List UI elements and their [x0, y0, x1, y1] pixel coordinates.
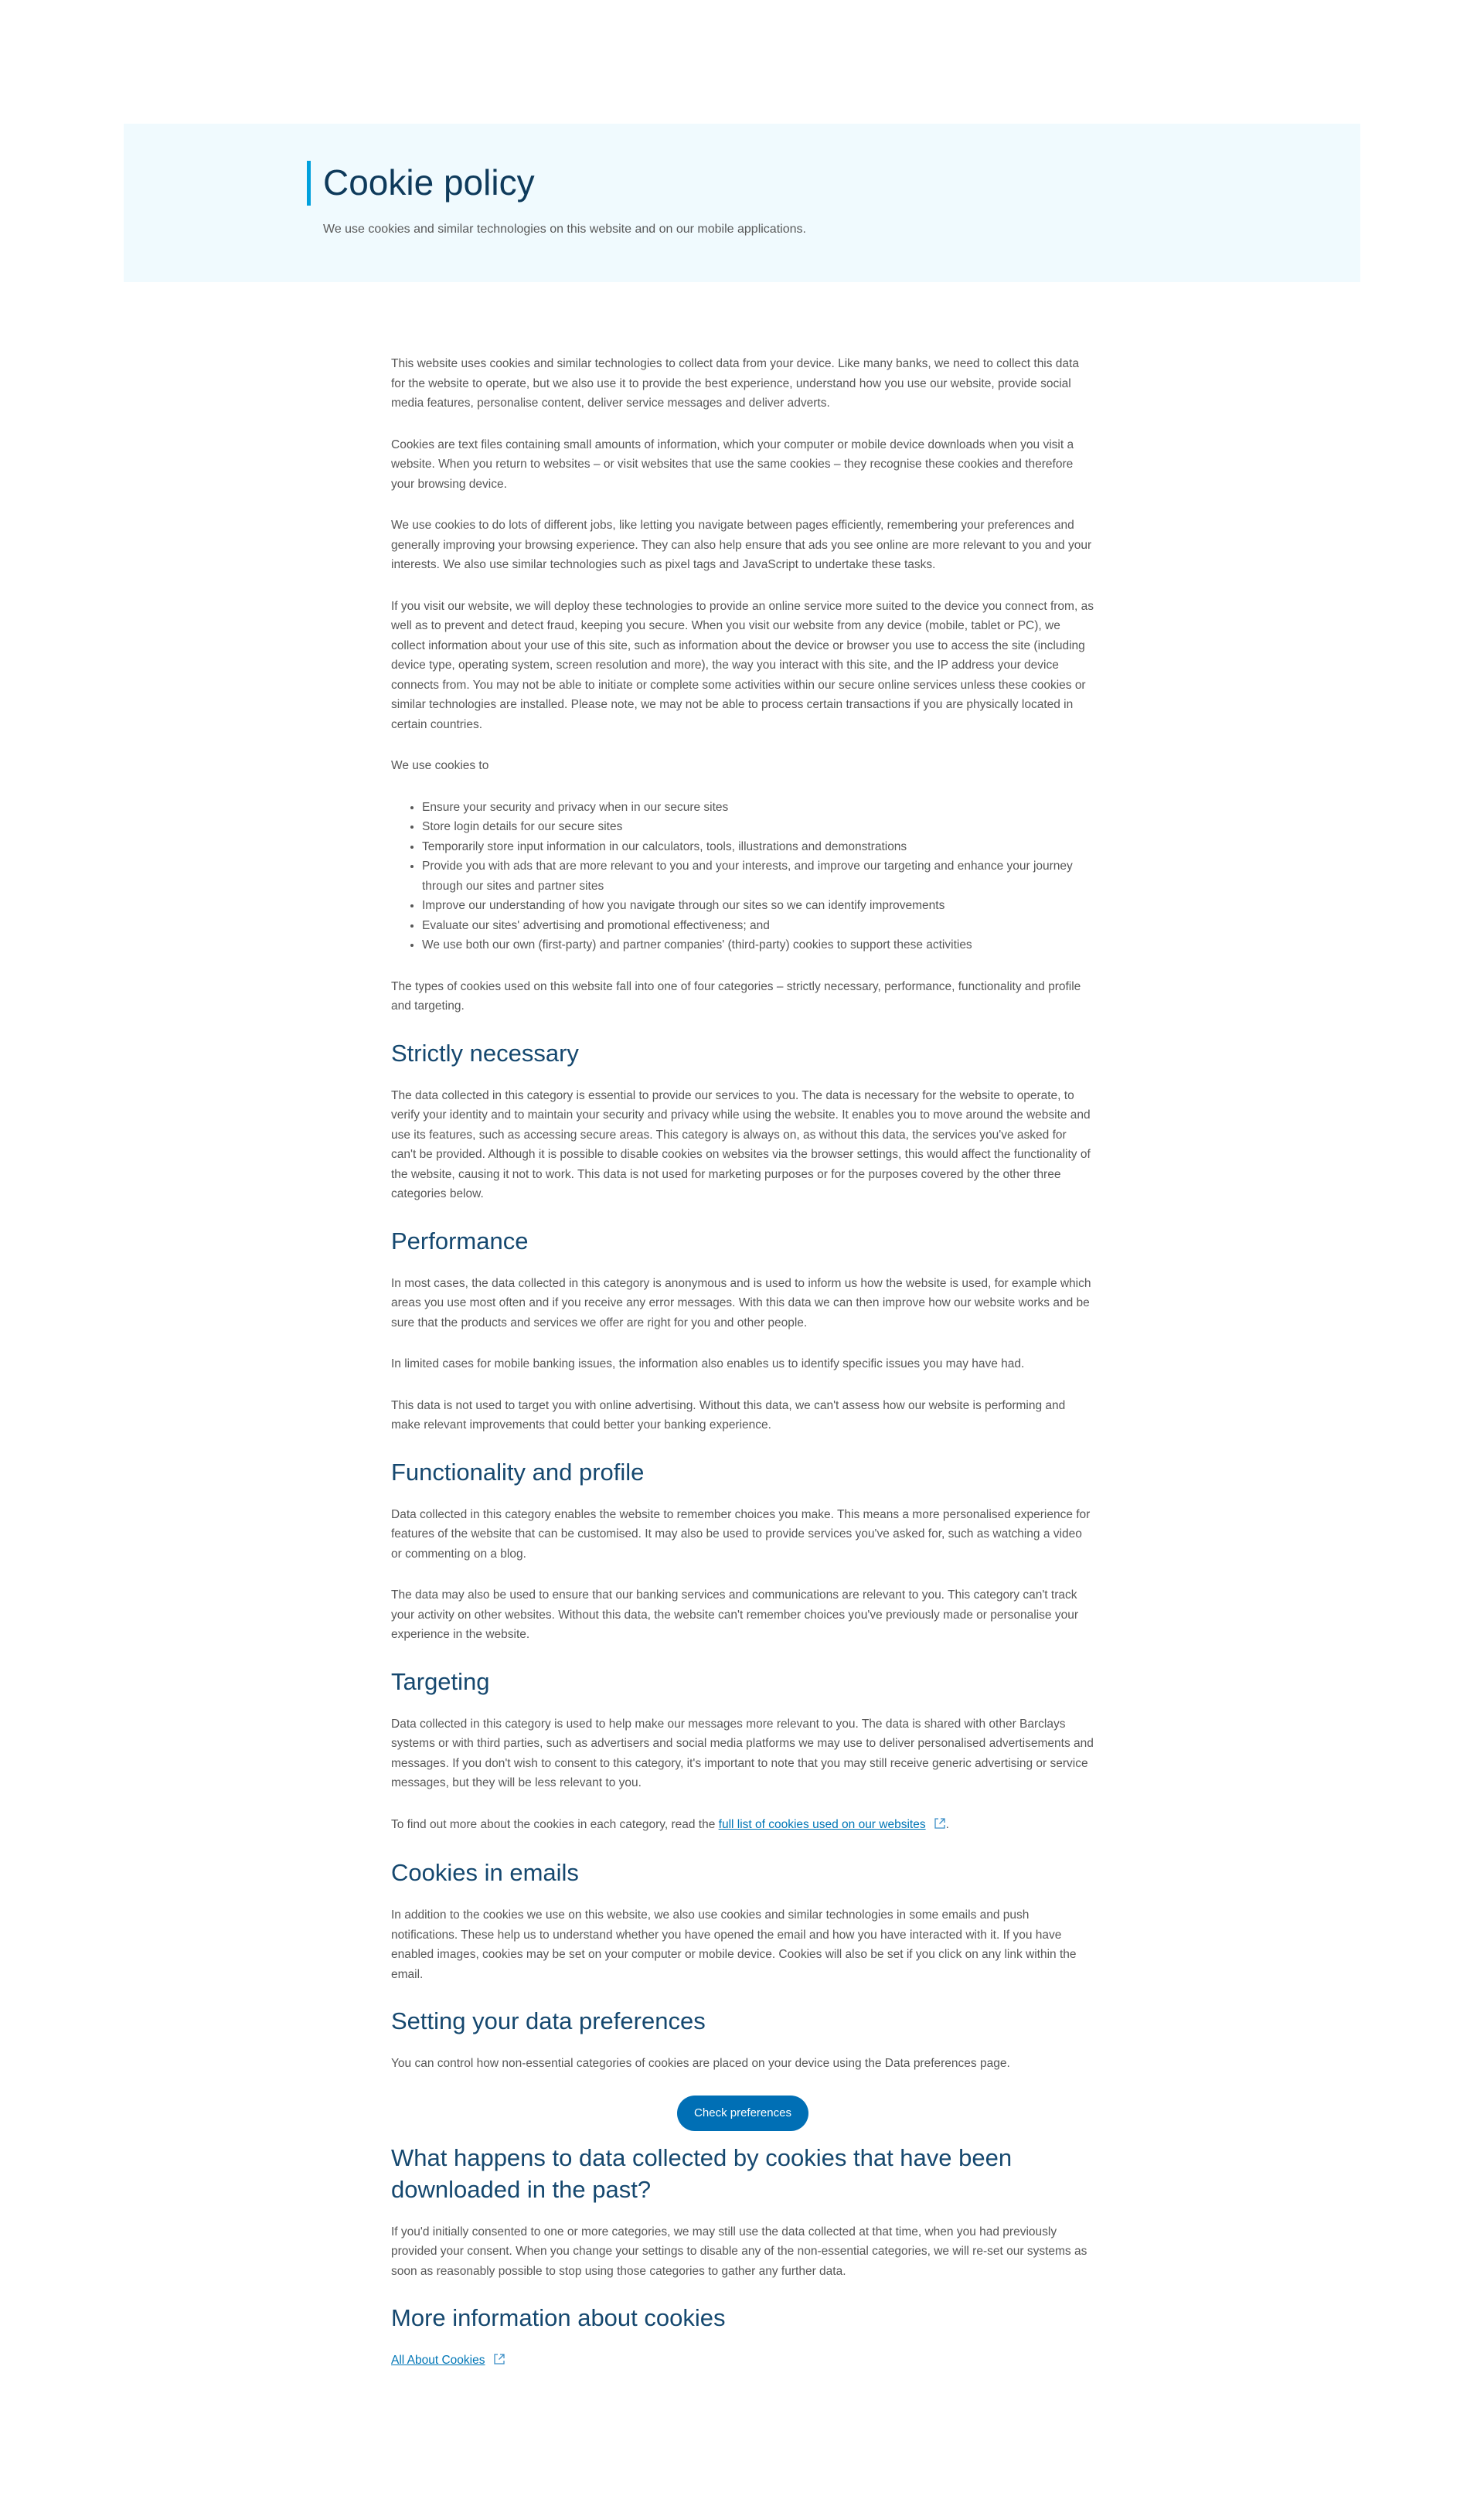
- page-header: [124, 124, 1360, 282]
- external-link-icon[interactable]: [934, 1816, 946, 1837]
- performance-text: This data is not used to target you with online advertising. Without this data, we can't assess how our website is performing and make relevant improvements that could better your banking experience.: [391, 1398, 1066, 1432]
- cookie-list-suffix: .: [945, 1817, 949, 1831]
- preferences-text: You can control how non-essential categories of cookies are placed on your device using the Data preferences page.: [391, 2057, 1010, 2070]
- heading-data-preferences: Setting your data preferences: [391, 2007, 706, 2034]
- cookie-uses-list: [391, 798, 1094, 955]
- full-cookie-list-link-text: full list of cookies used on our websites: [718, 1817, 926, 1831]
- heading-cookies-in-emails: Cookies in emails: [391, 1859, 579, 1886]
- intro-paragraph: Cookies are text files containing small amounts of information, which your computer or mobile device downloads when you visit a website. When you return to websites – or visit websites that use the same cookies – they recognise these cookies and therefore your browsing device.: [391, 437, 1074, 491]
- check-preferences-button[interactable]: Check preferences: [677, 2096, 808, 2131]
- preferences-button-wrap: [391, 2096, 1094, 2131]
- strictly-necessary-text: The data collected in this category is essential to provide our services to you. The data is necessary for the website to operate, to verify your identity and to maintain your security and privacy while using the website. It enables you to move around the website and use its features, such as accessing secure areas. This category is always on, as without this data, the services you've asked for can't be provided. Although it is possible to disable cookies on websites via the browser settings, this would affect the functionality of the website, causing it not to work. This data is not used for marketing purposes or for the purposes covered by the other three categories below.: [391, 1088, 1091, 1200]
- title-accent-bar: [307, 161, 311, 206]
- full-cookie-list-link[interactable]: [719, 1818, 926, 1831]
- heading-performance: Performance: [391, 1227, 529, 1255]
- list-item: • Temporarily store input information in our calculators, tools, illustrations and demonstrations: [422, 837, 1094, 857]
- page-subtitle: We use cookies and similar technologies on this website and on our mobile applications.: [323, 223, 806, 236]
- list-item: • Ensure your security and privacy when in our secure sites: [422, 798, 1094, 818]
- all-about-cookies-link-text: All About Cookies: [391, 2354, 485, 2367]
- intro-paragraph: We use cookies to: [391, 759, 489, 772]
- heading-more-information: More information about cookies: [391, 2304, 726, 2331]
- targeting-text: Data collected in this category is used to help make our messages more relevant to you. The data is shared with other Barclays systems or with third parties, such as advertisers and social media platforms we may use to deliver personalised advertisements and messages. If you don't wish to consent to this category, it's important to note that you may still receive generic advertising or service messages, but they will be less relevant to you.: [391, 1717, 1094, 1789]
- list-item: • Provide you with ads that are more relevant to you and your interests, and improve our targeting and enhance your journey through our sites and partner sites: [422, 856, 1094, 896]
- list-item: • Evaluate our sites' advertising and promotional effectiveness; and: [422, 916, 1094, 936]
- cookie-list-reference: [391, 1815, 1094, 1837]
- intro-paragraph: We use cookies to do lots of different jobs, like letting you navigate between pages efficiently, remembering your preferences and generally improving your browsing experience. They can also help ensure that ads you see online are more relevant to you and your interests. We also use similar technologies such as pixel tags and JavaScript to undertake these tasks.: [391, 519, 1092, 571]
- cookie-list-prefix: To find out more about the cookies in each category, read the: [391, 1817, 719, 1831]
- list-item: • We use both our own (first-party) and partner companies' (third-party) cookies to support these activities: [422, 935, 1094, 955]
- heading-strictly-necessary: Strictly necessary: [391, 1039, 579, 1067]
- functionality-text: Data collected in this category enables the website to remember choices you make. This means a more personalised experience for features of the website that can be customised. It may also be used to provide services you've asked for, such as watching a video or commenting on a blog.: [391, 1507, 1091, 1561]
- performance-text: In most cases, the data collected in this category is anonymous and is used to inform us how the website is used, for example which areas you use most often and if you receive any error messages. With this data we can then improve how our website works and be sure that the products and services we offer are right for you and other people.: [391, 1276, 1091, 1330]
- performance-text: In limited cases for mobile banking issues, the information also enables us to identify specific issues you may have had.: [391, 1357, 1025, 1370]
- external-link-icon[interactable]: [493, 2352, 505, 2372]
- list-item: • Store login details for our secure sites: [422, 817, 1094, 837]
- functionality-text: The data may also be used to ensure that our banking services and communications are relevant to you. This category can't track your activity on other websites. Without this data, the website can't remember choices you've previously made or personalise your experience in the website.: [391, 1588, 1078, 1641]
- more-information-link-row: [391, 2351, 1094, 2372]
- page-title: Cookie policy: [323, 162, 535, 203]
- heading-functionality: Functionality and profile: [391, 1458, 645, 1486]
- heading-past-data: What happens to data collected by cookies that have been downloaded in the past?: [391, 2143, 1013, 2203]
- intro-paragraph: If you visit our website, we will deploy these technologies to provide an online service more suited to the device you connect from, as well as to prevent and detect fraud, keeping you secure. When you visit our website from any device (mobile, tablet or PC), we collect information about your use of this site, such as information about the device or browser you use to access the site (including device type, operating system, screen resolution and more), the way you interact with this site, and the IP address your device connects from. You may not be able to initiate or complete some activities within our secure online services unless these cookies or similar technologies are installed. Please note, we may not be able to process certain transactions if you are physically located in certain countries.: [391, 599, 1094, 731]
- policy-content: [391, 354, 1094, 2394]
- list-item: • Improve our understanding of how you navigate through our sites so we can identify improvements: [422, 896, 1094, 916]
- emails-text: In addition to the cookies we use on this website, we also use cookies and similar technologies in some emails and push notifications. These help us to understand whether you have opened the email and how you have interacted with it. If you have enabled images, cookies may be set on your computer or mobile device. Cookies will also be set if you click on any link within the email.: [391, 1908, 1077, 1981]
- categories-intro: The types of cookies used on this website fall into one of four categories – strictly necessary, performance, functionality and profile and targeting.: [391, 979, 1081, 1013]
- past-data-text: If you'd initially consented to one or more categories, we may still use the data collected at that time, when you had previously provided your consent. When you change your settings to disable any of the non-essential categories, we will re-set our systems as soon as reasonably possible to stop using those categories to gather any further data.: [391, 2225, 1087, 2278]
- intro-paragraph: This website uses cookies and similar technologies to collect data from your device. Like many banks, we need to collect this data for the website to operate, but we also use it to provide the best experience, understand how you use our website, provide social media features, personalise content, deliver service messages and deliver adverts.: [391, 357, 1079, 410]
- heading-targeting: Targeting: [391, 1667, 490, 1695]
- all-about-cookies-link[interactable]: [391, 2354, 485, 2367]
